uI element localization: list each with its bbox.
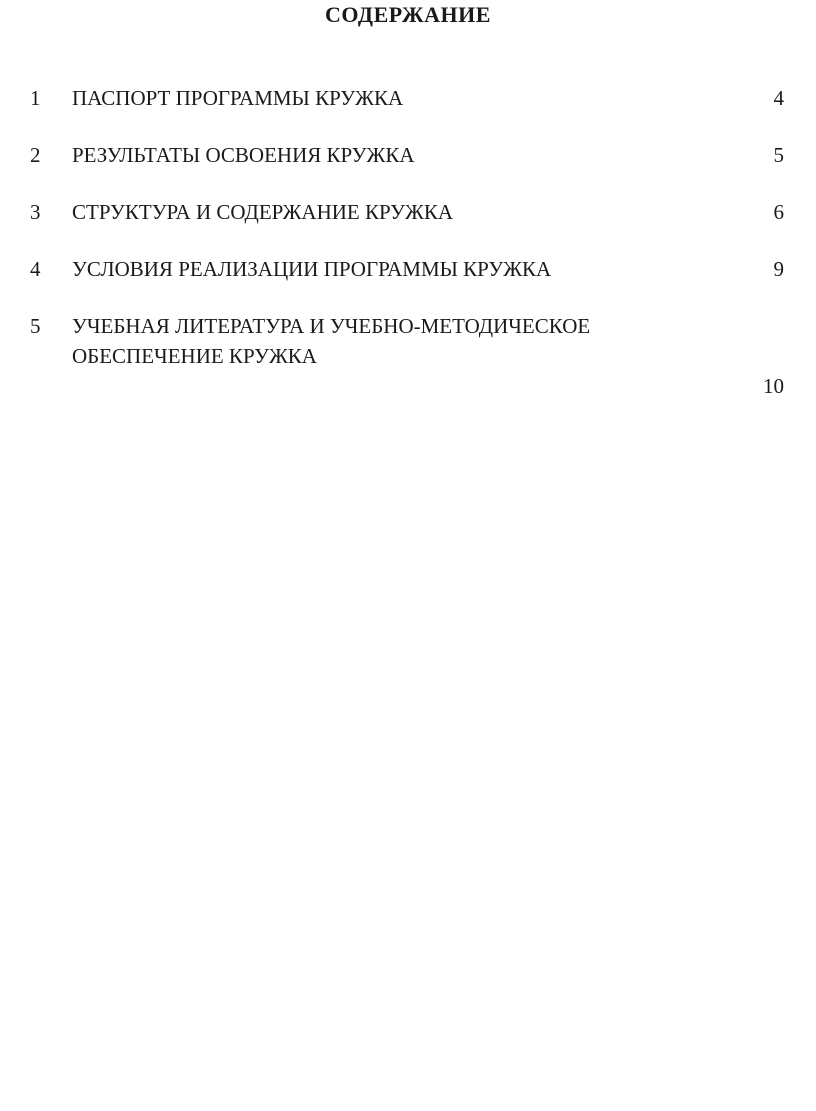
toc-item-page: 4 bbox=[773, 86, 784, 110]
toc-item-number: 2 bbox=[30, 143, 41, 167]
toc-item-title: СТРУКТУРА И СОДЕРЖАНИЕ КРУЖКА bbox=[72, 200, 454, 224]
toc-item-number: 4 bbox=[30, 257, 41, 281]
toc-row bbox=[30, 83, 784, 113]
toc-item-number: 5 bbox=[30, 314, 41, 338]
toc-row bbox=[30, 140, 784, 170]
toc-item-number: 1 bbox=[30, 86, 41, 110]
toc-item-page: 6 bbox=[773, 200, 784, 224]
toc-item-page: 5 bbox=[773, 143, 784, 167]
toc-row bbox=[30, 311, 784, 401]
toc-item-title: РЕЗУЛЬТАТЫ ОСВОЕНИЯ КРУЖКА bbox=[72, 143, 415, 167]
toc-item-title: УЧЕБНАЯ ЛИТЕРАТУРА И УЧЕБНО-МЕТОДИЧЕСКОЕ ОБЕСПЕЧЕНИЕ КРУЖКА bbox=[72, 314, 591, 368]
toc-item-page: 10 bbox=[763, 374, 784, 398]
toc-list bbox=[0, 83, 816, 401]
toc-item-number: 3 bbox=[30, 200, 41, 224]
toc-item-title: ПАСПОРТ ПРОГРАММЫ КРУЖКА bbox=[72, 86, 404, 110]
toc-item-title: УСЛОВИЯ РЕАЛИЗАЦИИ ПРОГРАММЫ КРУЖКА bbox=[72, 257, 552, 281]
toc-row bbox=[30, 254, 784, 284]
toc-item-page: 9 bbox=[773, 257, 784, 281]
page-title: СОДЕРЖАНИЕ bbox=[325, 2, 491, 27]
toc-row bbox=[30, 197, 784, 227]
